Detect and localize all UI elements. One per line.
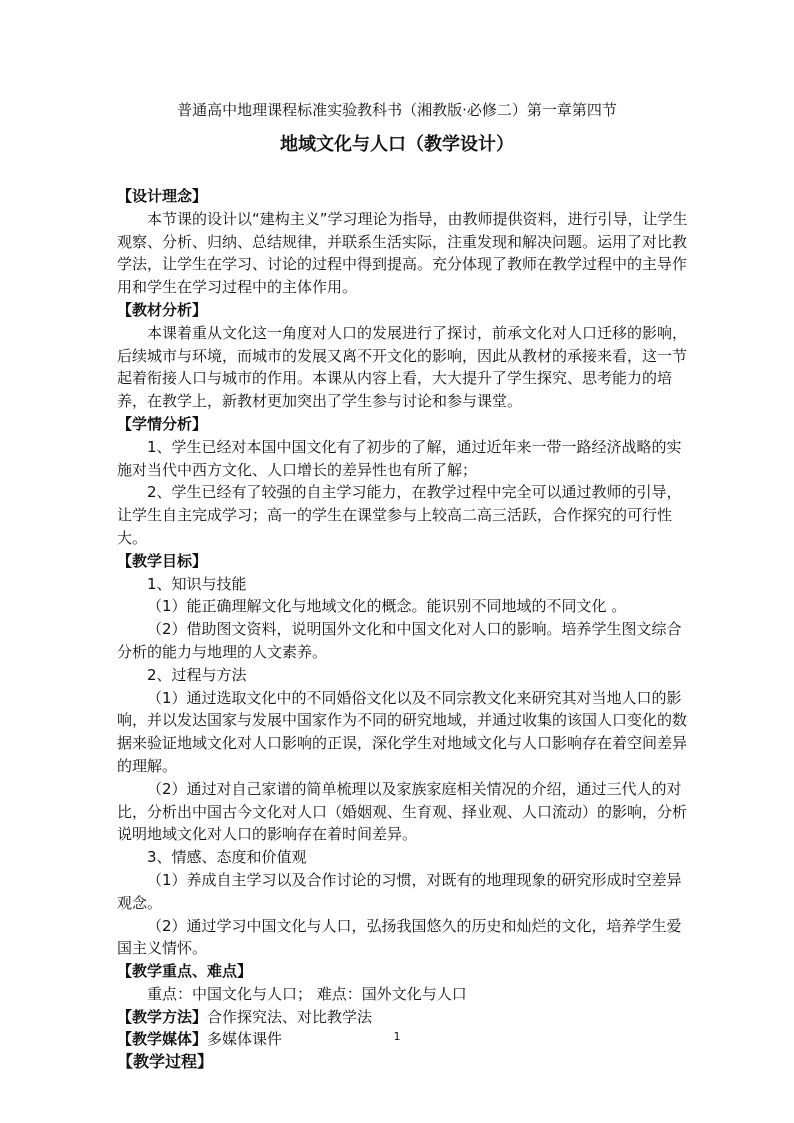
section-heading-methods: 【教学方法】 [117, 1007, 208, 1026]
objective-attitude-item-1: （1）养成自主学习以及合作讨论的习惯，对既有的地理现象的研究形成时空差异观念。 [117, 870, 682, 912]
key-points-text: 重点：中国文化与人口； 难点：国外文化与人口 [147, 984, 467, 1003]
objective-subheading-knowledge: 1、知识与技能 [147, 574, 247, 593]
document-body [117, 185, 689, 1074]
section-heading-process: 【教学过程】 [117, 1052, 214, 1072]
objective-subheading-process: 2、过程与方法 [147, 665, 247, 684]
section-heading-media: 【教学媒体】 [117, 1030, 208, 1049]
page-number: 1 [393, 1030, 401, 1043]
document-title: 地域文化与人口（教学设计） [280, 134, 514, 155]
section-heading-design-concept: 【设计理念】 [117, 187, 208, 205]
objective-process-item-2: （2）通过对自己家谱的简单梳理以及家族家庭相关情况的介绍，通过三代人的对比，分析出中国古今文化对人口（婚姻观、生育观、择业观、人口流动）的影响，分析说明地域文化对人口的影响存在着时间差异。 [117, 779, 688, 844]
objective-process-item-1: （1）通过选取文化中的不同婚俗文化以及不同宗教文化来研究其对当地人口的影响，并以发达国家与发展中国家作为不同的研究地域，并通过收集的该国人口变化的数据来验证地域文化对人口影响的正误，深化学生对地域文化与人口影响存在着空间差异的理解。 [117, 688, 688, 775]
design-concept-paragraph: 本节课的设计以“建构主义”学习理论为指导，由教师提供资料，进行引导，让学生观察、分析、归纳、总结规律，并联系生活实际，注重发现和解决问题。运用了对比教学法，让学生在学习、讨论的过程中得到提高。充分体现了教师在教学过程中的主导作用和学生在学习过程中的主体作用。 [117, 209, 688, 297]
section-heading-textbook-analysis: 【教材分析】 [117, 300, 208, 319]
section-heading-objectives: 【教学目标】 [117, 551, 208, 570]
section-heading-student-analysis: 【学情分析】 [117, 414, 208, 433]
objective-subheading-attitude: 3、情感、态度和价值观 [147, 848, 307, 867]
objective-knowledge-item-1: （1）能正确理解文化与地域文化的概念。能识别不同地域的不同文化 。 [147, 597, 627, 616]
objective-knowledge-item-2: （2）借助图文资料，说明国外文化和中国文化对人口的影响。培养学生图文综合分析的能力与地理的人文素养。 [117, 620, 682, 661]
student-analysis-item-1: 1、学生已经对本国中国文化有了初步的了解，通过近年来一带一路经济战略的实施对当代中西方文化、人口增长的差异性也有所了解； [117, 437, 682, 479]
textbook-analysis-paragraph: 本课着重从文化这一角度对人口的发展进行了探讨，前承文化对人口迁移的影响，后续城市与环境，而城市的发展又离不开文化的影响，因此从教材的承接来看，这一节起着衔接人口与城市的作用。本课从内容上看，大大提升了学生探究、思考能力的培养，在教学上，新教材更加突出了学生参与讨论和参与课堂。 [117, 323, 688, 411]
document-subtitle: 普通高中地理课程标准实验教科书（湘教版·必修二）第一章第四节 [177, 101, 617, 119]
objective-attitude-item-2: （2）通过学习中国文化与人口，弘扬我国悠久的历史和灿烂的文化，培养学生爱国主义情怀。 [117, 916, 682, 958]
methods-text: 合作探究法、对比教学法 [207, 1007, 373, 1026]
methods-line [117, 1006, 689, 1029]
student-analysis-item-2: 2、学生已经有了较强的自主学习能力，在教学过程中完全可以通过教师的引导，让学生自主完成学习；高一的学生在课堂参与上较高二高三活跃，合作探究的可行性大。 [117, 483, 682, 547]
media-text: 多媒体课件 [207, 1030, 283, 1049]
section-heading-key-points: 【教学重点、难点】 [117, 962, 253, 981]
